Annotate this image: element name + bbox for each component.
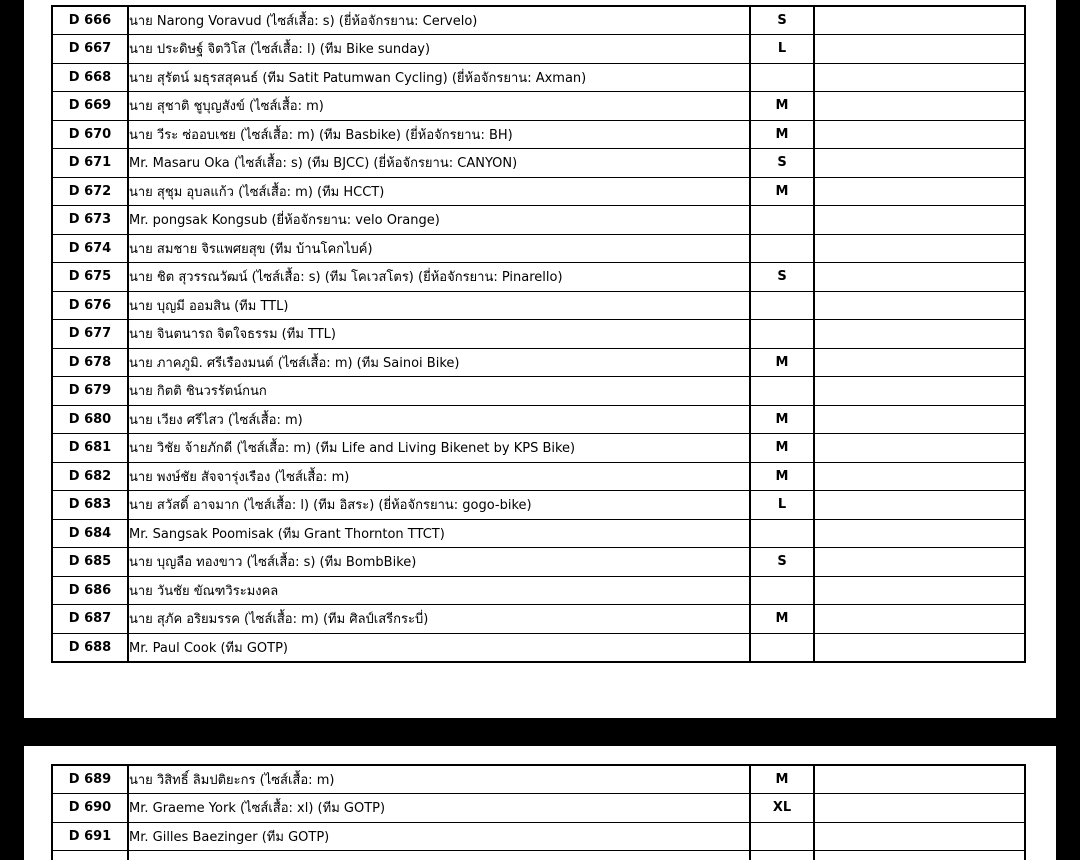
table-row: [52, 206, 1025, 235]
rider-name: Mr. Gilles Baezinger (ทีม GOTP): [128, 822, 750, 851]
table-row: [52, 92, 1025, 121]
table-body: [52, 765, 1025, 860]
rider-name: นาย สวัสดิ์ อาจมาก (ไซส์เสื้อ: l) (ทีม อิสระ) (ยี่ห้อจักรยาน: gogo-bike): [128, 491, 750, 520]
table-row: [52, 377, 1025, 406]
table-row: [52, 548, 1025, 577]
rider-name: นาย วันชัย ขัณฑวิระมงคล: [128, 576, 750, 605]
registration-table: [51, 764, 1026, 860]
rider-name: Mr. Paul Cook (ทีม GOTP): [128, 633, 750, 662]
table-row: [52, 765, 1025, 794]
note-cell: [814, 822, 1025, 851]
table-row: [52, 120, 1025, 149]
note-cell: [814, 234, 1025, 263]
note-cell: [814, 548, 1025, 577]
shirt-size: [750, 206, 814, 235]
table-row: [52, 35, 1025, 64]
bib-number: D 671: [52, 149, 128, 178]
rider-name: นาย บุญมี ออมสิน (ทีม TTL): [128, 291, 750, 320]
rider-name: Mr. Masaru Oka (ไซส์เสื้อ: s) (ทีม BJCC) (ยี่ห้อจักรยาน: CANYON): [128, 149, 750, 178]
bib-number: D 669: [52, 92, 128, 121]
rider-name: นาย ชิต สุวรรณวัฒน์ (ไซส์เสื้อ: s) (ทีม โคเวสโตร) (ยี่ห้อจักรยาน: Pinarello): [128, 263, 750, 292]
table-row: [52, 348, 1025, 377]
bib-number: D 676: [52, 291, 128, 320]
rider-name: [128, 851, 750, 860]
bib-number: D 683: [52, 491, 128, 520]
rider-name: นาย พงษ์ชัย สัจจารุ่งเรือง (ไซส์เสื้อ: m): [128, 462, 750, 491]
table-row: [52, 263, 1025, 292]
rider-name: นาย สุภัค อริยมรรค (ไซส์เสื้อ: m) (ทีม ศิลป์เสรีกระบี่): [128, 605, 750, 634]
rider-name: Mr. Sangsak Poomisak (ทีม Grant Thornton TTCT): [128, 519, 750, 548]
note-cell: [814, 765, 1025, 794]
rider-name: นาย สุรัตน์ มธุรสสุคนธ์ (ทีม Satit Patumwan Cycling) (ยี่ห้อจักรยาน: Axman): [128, 63, 750, 92]
note-cell: [814, 851, 1025, 860]
bib-number: D 686: [52, 576, 128, 605]
shirt-size: L: [750, 35, 814, 64]
registration-table: [51, 5, 1026, 663]
rider-name: Mr. pongsak Kongsub (ยี่ห้อจักรยาน: velo Orange): [128, 206, 750, 235]
table-row: [52, 320, 1025, 349]
table-row: [52, 177, 1025, 206]
shirt-size: L: [750, 491, 814, 520]
table-row: [52, 6, 1025, 35]
note-cell: [814, 405, 1025, 434]
rider-name: Mr. Graeme York (ไซส์เสื้อ: xl) (ทีม GOTP): [128, 794, 750, 823]
bib-number: D 680: [52, 405, 128, 434]
bib-number: D 682: [52, 462, 128, 491]
shirt-size: M: [750, 348, 814, 377]
rider-name: นาย Narong Voravud (ไซส์เสื้อ: s) (ยี่ห้อจักรยาน: Cervelo): [128, 6, 750, 35]
bib-number: [52, 851, 128, 860]
rider-name: นาย ภาคภูมิ. ศรีเรืองมนต์ (ไซส์เสื้อ: m) (ทีม Sainoi Bike): [128, 348, 750, 377]
bib-number: D 668: [52, 63, 128, 92]
bib-number: D 678: [52, 348, 128, 377]
rider-name: นาย สุชุม อุบลแก้ว (ไซส์เสื้อ: m) (ทีม HCCT): [128, 177, 750, 206]
bib-number: D 679: [52, 377, 128, 406]
bib-number: D 677: [52, 320, 128, 349]
rider-name: นาย กิตติ ชินวรรัตน์กนก: [128, 377, 750, 406]
bib-number: D 673: [52, 206, 128, 235]
note-cell: [814, 320, 1025, 349]
shirt-size: S: [750, 6, 814, 35]
note-cell: [814, 92, 1025, 121]
bib-number: D 687: [52, 605, 128, 634]
rider-name: นาย ประดิษฐ์ จิตวิโส (ไซส์เสื้อ: l) (ทีม Bike sunday): [128, 35, 750, 64]
note-cell: [814, 377, 1025, 406]
rider-name: นาย บุญลือ ทองขาว (ไซส์เสื้อ: s) (ทีม BombBike): [128, 548, 750, 577]
table-row: [52, 519, 1025, 548]
note-cell: [814, 794, 1025, 823]
shirt-size: XL: [750, 794, 814, 823]
rider-name: นาย สมชาย จิรแพศยสุข (ทีม บ้านโคกไบค์): [128, 234, 750, 263]
table-row: [52, 462, 1025, 491]
bib-number: D 674: [52, 234, 128, 263]
shirt-size: [750, 519, 814, 548]
bib-number: D 672: [52, 177, 128, 206]
note-cell: [814, 605, 1025, 634]
shirt-size: S: [750, 263, 814, 292]
table-row: [52, 149, 1025, 178]
bib-number: D 684: [52, 519, 128, 548]
bib-number: D 667: [52, 35, 128, 64]
bib-number: D 690: [52, 794, 128, 823]
table-row: [52, 576, 1025, 605]
note-cell: [814, 6, 1025, 35]
note-cell: [814, 120, 1025, 149]
shirt-size: [750, 633, 814, 662]
table-row: [52, 794, 1025, 823]
shirt-size: M: [750, 765, 814, 794]
rider-name: นาย สุชาติ ชูบุญสังข์ (ไซส์เสื้อ: m): [128, 92, 750, 121]
note-cell: [814, 348, 1025, 377]
note-cell: [814, 434, 1025, 463]
note-cell: [814, 462, 1025, 491]
shirt-size: S: [750, 548, 814, 577]
note-cell: [814, 35, 1025, 64]
shirt-size: M: [750, 120, 814, 149]
table-row: [52, 633, 1025, 662]
note-cell: [814, 519, 1025, 548]
bib-number: D 666: [52, 6, 128, 35]
rider-name: นาย วิสิทธิ์ ลิมปติยะกร (ไซส์เสื้อ: m): [128, 765, 750, 794]
table-body: [52, 6, 1025, 662]
document-page-2: [24, 746, 1056, 860]
shirt-size: M: [750, 92, 814, 121]
bib-number: D 688: [52, 633, 128, 662]
shirt-size: S: [750, 149, 814, 178]
bib-number: D 670: [52, 120, 128, 149]
bib-number: D 685: [52, 548, 128, 577]
table-row: [52, 605, 1025, 634]
bib-number: D 689: [52, 765, 128, 794]
note-cell: [814, 149, 1025, 178]
table-row: [52, 291, 1025, 320]
bib-number: D 691: [52, 822, 128, 851]
shirt-size: [750, 822, 814, 851]
shirt-size: M: [750, 462, 814, 491]
rider-name: นาย จินตนารถ จิตใจธรรม (ทีม TTL): [128, 320, 750, 349]
rider-name: นาย วิชัย จ้ายภักดี (ไซส์เสื้อ: m) (ทีม Life and Living Bikenet by KPS Bike): [128, 434, 750, 463]
table-row: [52, 822, 1025, 851]
shirt-size: M: [750, 177, 814, 206]
rider-name: นาย วีระ ซ่ออบเชย (ไซส์เสื้อ: m) (ทีม Basbike) (ยี่ห้อจักรยาน: BH): [128, 120, 750, 149]
shirt-size: [750, 377, 814, 406]
shirt-size: M: [750, 405, 814, 434]
note-cell: [814, 576, 1025, 605]
shirt-size: [750, 63, 814, 92]
note-cell: [814, 206, 1025, 235]
shirt-size: [750, 234, 814, 263]
shirt-size: M: [750, 605, 814, 634]
note-cell: [814, 291, 1025, 320]
rider-name: นาย เวียง ศรีไสว (ไซส์เสื้อ: m): [128, 405, 750, 434]
shirt-size: [750, 851, 814, 860]
table-row: [52, 491, 1025, 520]
shirt-size: [750, 291, 814, 320]
table-row: [52, 405, 1025, 434]
shirt-size: M: [750, 434, 814, 463]
note-cell: [814, 633, 1025, 662]
note-cell: [814, 63, 1025, 92]
note-cell: [814, 491, 1025, 520]
shirt-size: [750, 576, 814, 605]
table-row: [52, 63, 1025, 92]
shirt-size: [750, 320, 814, 349]
bib-number: D 681: [52, 434, 128, 463]
note-cell: [814, 263, 1025, 292]
table-row: [52, 234, 1025, 263]
document-page-1: [24, 0, 1056, 718]
note-cell: [814, 177, 1025, 206]
bib-number: D 675: [52, 263, 128, 292]
table-row: [52, 434, 1025, 463]
table-row: [52, 851, 1025, 860]
